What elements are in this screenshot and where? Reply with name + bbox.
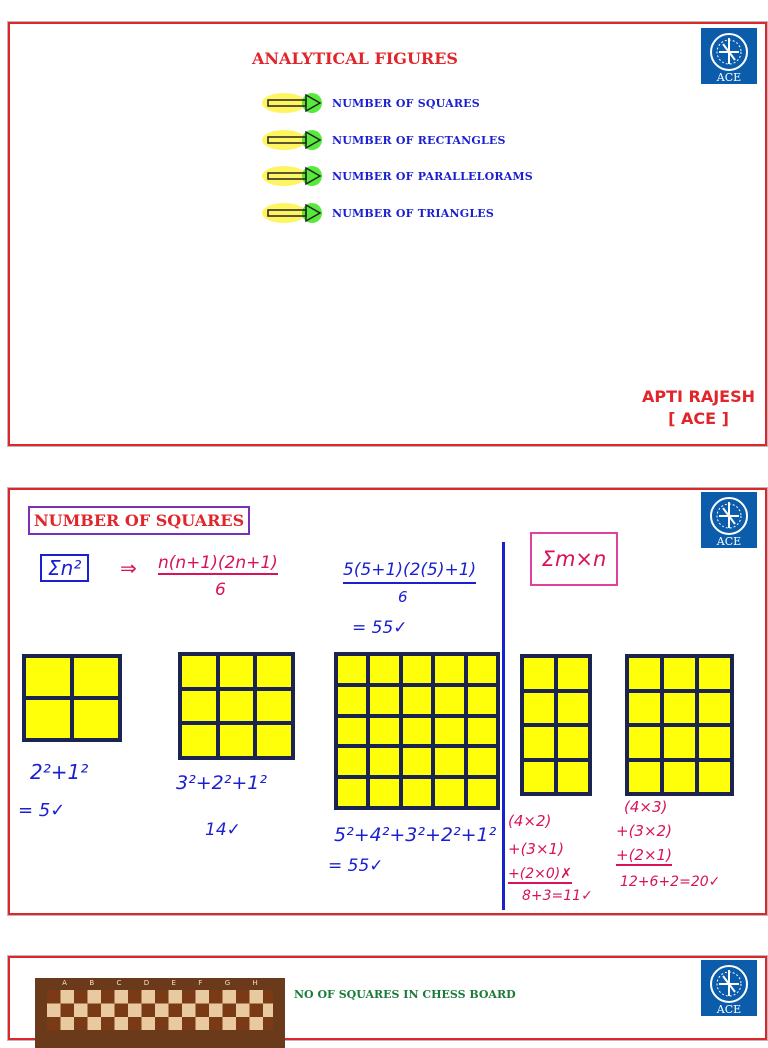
grid5-result: = 55✓ [328,856,384,876]
grid5-expression: 5²+4²+3²+2²+1² [334,824,497,846]
grid2-result: = 5✓ [18,800,66,821]
grid2-expression: 2²+1² [30,760,89,784]
rect43-total: 12+6+2=20✓ [620,874,721,890]
author-tag: [ ACE ] [668,409,729,428]
svg-text:ACE: ACE [716,71,742,84]
sum-n-squared-box: Σn² [40,554,89,582]
vertical-divider [502,542,505,910]
rect43-line-3: +(2×1) [616,846,672,864]
arrow-right-icon [260,165,326,187]
menu-item-triangles[interactable] [260,202,494,224]
rect43-line-2: +(3×2) [616,822,672,840]
rect42-line-1: (4×2) [508,812,552,830]
rect43-line-1: (4×3) [624,798,668,816]
arrow-right-icon [260,129,326,151]
menu-item-squares[interactable] [260,92,480,114]
square-grid-3x3 [178,652,295,760]
menu-item-label: NUMBER OF RECTANGLES [332,133,506,147]
rect42-line-3: +(2×0)✗ [508,866,572,882]
arrow-right-icon [260,92,326,114]
formula-denominator: 6 [215,580,226,600]
square-grid-5x5 [334,652,500,810]
rect42-line-2: +(3×1) [508,840,564,858]
slide-title: NO OF SQUARES IN CHESS BOARD [294,988,516,1001]
slide-title: NUMBER OF SQUARES [28,506,250,535]
grid3-expression: 3²+2²+1² [176,772,267,794]
menu-item-rectangles[interactable] [260,129,506,151]
formula-numerator: n(n+1)(2n+1) [158,553,278,573]
author-credit [642,386,755,430]
square-grid-2x2 [22,654,122,742]
chess-board-image [35,978,285,1048]
example-numerator: 5(5+1)(2(5)+1) [343,560,476,584]
menu-item-label: NUMBER OF PARALLELORAMS [332,169,533,183]
example-result: = 55✓ [352,618,408,638]
rectangle-grid-4x2 [520,654,592,796]
ace-logo [701,492,757,548]
slide-chess-board [8,956,767,1040]
slide-analytical-figures [8,22,767,446]
implies-arrow: ⇒ [120,556,137,580]
arrow-right-icon [260,202,326,224]
menu-item-label: NUMBER OF TRIANGLES [332,206,495,220]
grid3-result: 14✓ [205,820,241,840]
ace-logo [701,28,757,84]
sum-m-times-n-box: Σm×n [530,532,618,586]
slide-title: ANALYTICAL FIGURES [252,49,458,68]
example-denominator: 6 [398,588,408,606]
svg-text:ACE: ACE [716,1003,742,1016]
slide-number-of-squares [8,488,767,915]
chess-squares [47,990,273,1030]
menu-item-parallelograms[interactable] [260,165,533,187]
author-name: APTI RAJESH [641,387,755,406]
rectangle-grid-4x3 [625,654,734,796]
menu-item-label: NUMBER OF SQUARES [332,96,480,110]
rect42-total: 8+3=11✓ [522,888,593,904]
ace-logo [701,960,757,1016]
chess-files-row: A B C D E F G H [62,979,258,987]
svg-text:ACE: ACE [716,535,742,548]
